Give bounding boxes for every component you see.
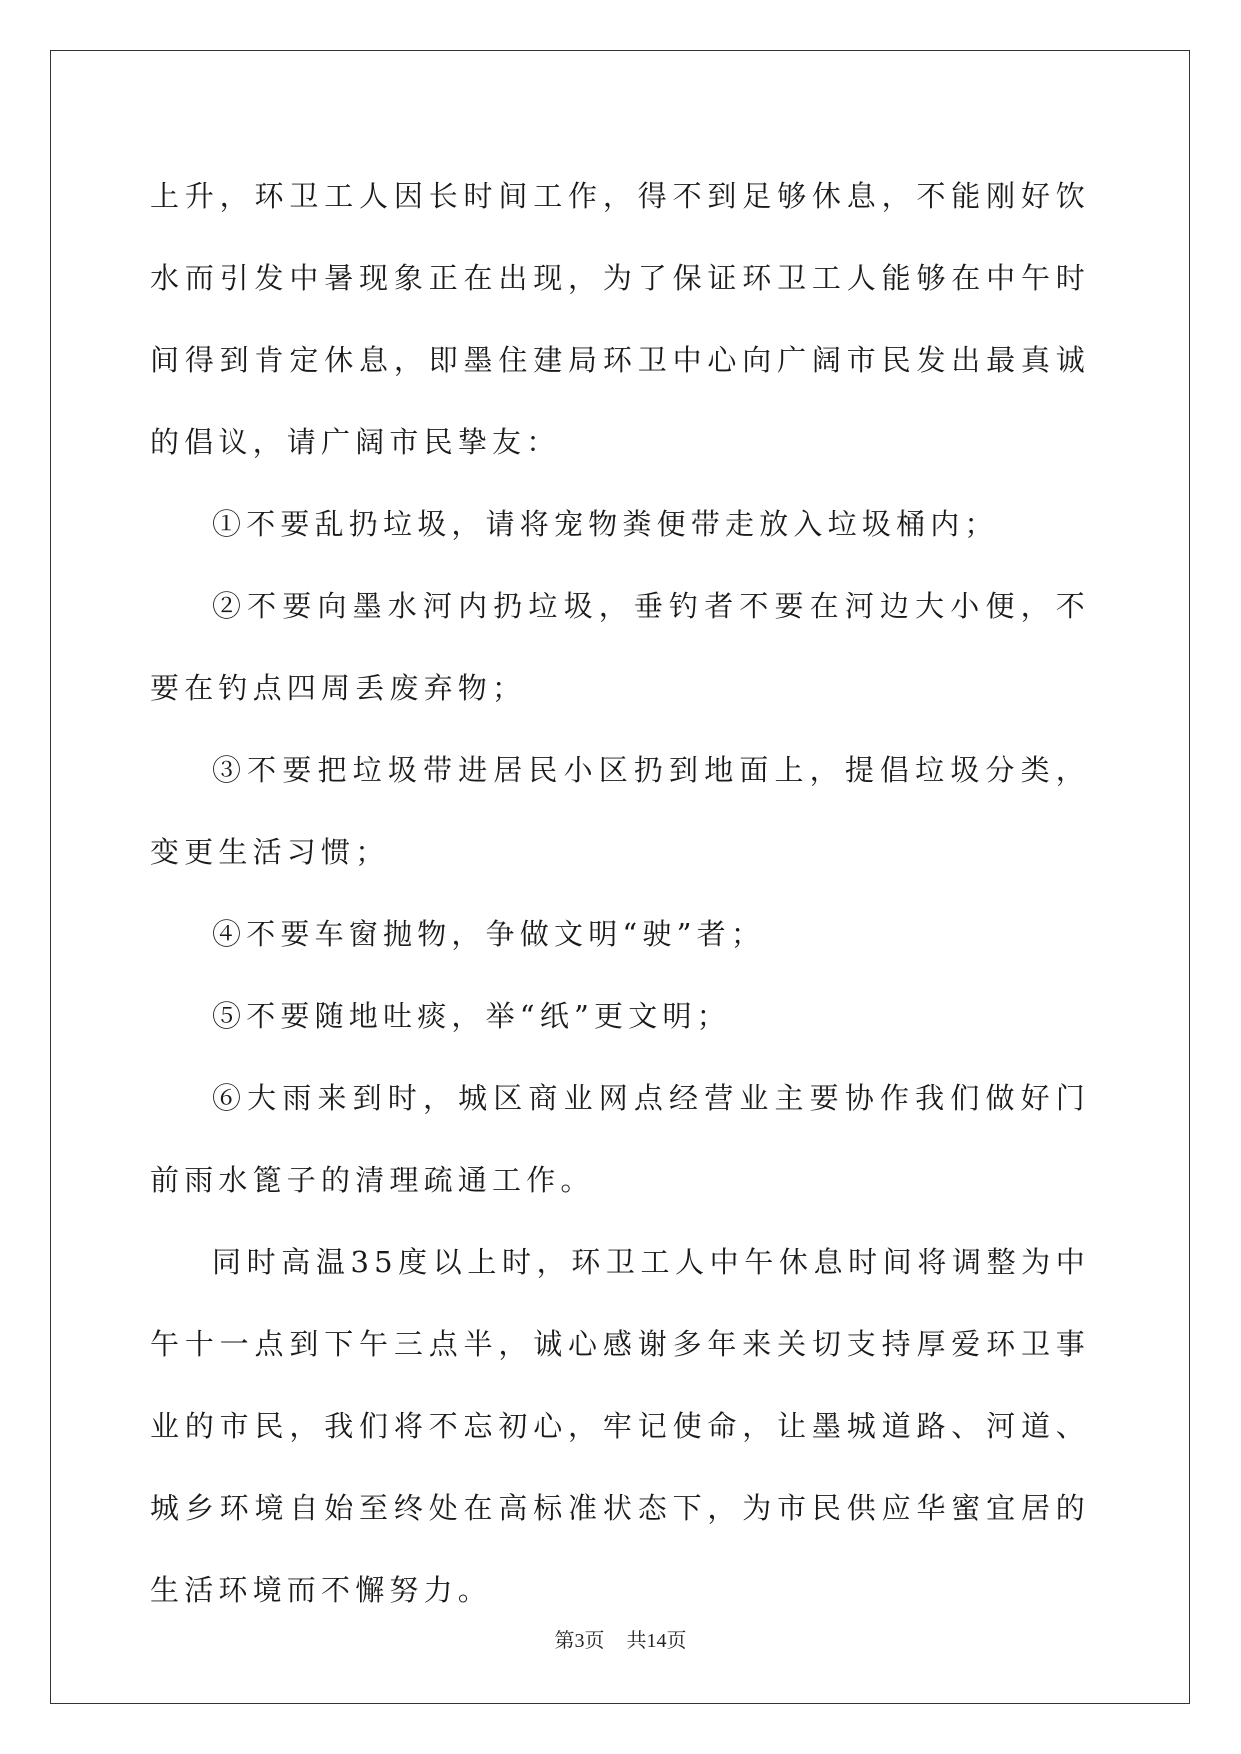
paragraph-item-1: ①不要乱扔垃圾，请将宠物粪便带走放入垃圾桶内； (212, 507, 999, 541)
page-number: 第3页 (554, 1630, 605, 1652)
paragraph-item-3: ③不要把垃圾带进居民小区扔到地面上，提倡垃圾分类，变更生活习惯； (150, 753, 1090, 869)
paragraph-item-6: ⑥大雨来到时，城区商业网点经营业主要协作我们做好门前雨水篦子的清理疏通工作。 (150, 1081, 1090, 1197)
paragraph-intro: 上升，环卫工人因长时间工作，得不到足够休息，不能刚好饮水而引发中暑现象正在出现，为了保证环卫工人能够在中午时间得到肯定休息，即墨住建局环卫中心向广阔市民发出最真诚的倡议，请广阔市民挚友： (150, 179, 1090, 459)
paragraph-item-2: ②不要向墨水河内扔垃圾，垂钓者不要在河边大小便，不要在钓点四周丢废弃物； (150, 589, 1090, 705)
paragraph-closing: 同时高温35度以上时，环卫工人中午休息时间将调整为中午十一点到下午三点半，诚心感谢多年来关切支持厚爱环卫事业的市民，我们将不忘初心，牢记使命，让墨城道路、河道、城乡环境自始至终处在高标准状态下，为市民供应华蜜宜居的生活环境而不懈努力。 (150, 1245, 1090, 1607)
page-total: 共14页 (626, 1630, 687, 1652)
paragraph-item-5: ⑤不要随地吐痰，举“纸”更文明； (212, 999, 731, 1033)
document-body (150, 155, 1090, 1631)
paragraph-item-4: ④不要车窗抛物，争做文明“驶”者； (212, 917, 766, 951)
page-footer (0, 1624, 1241, 1653)
